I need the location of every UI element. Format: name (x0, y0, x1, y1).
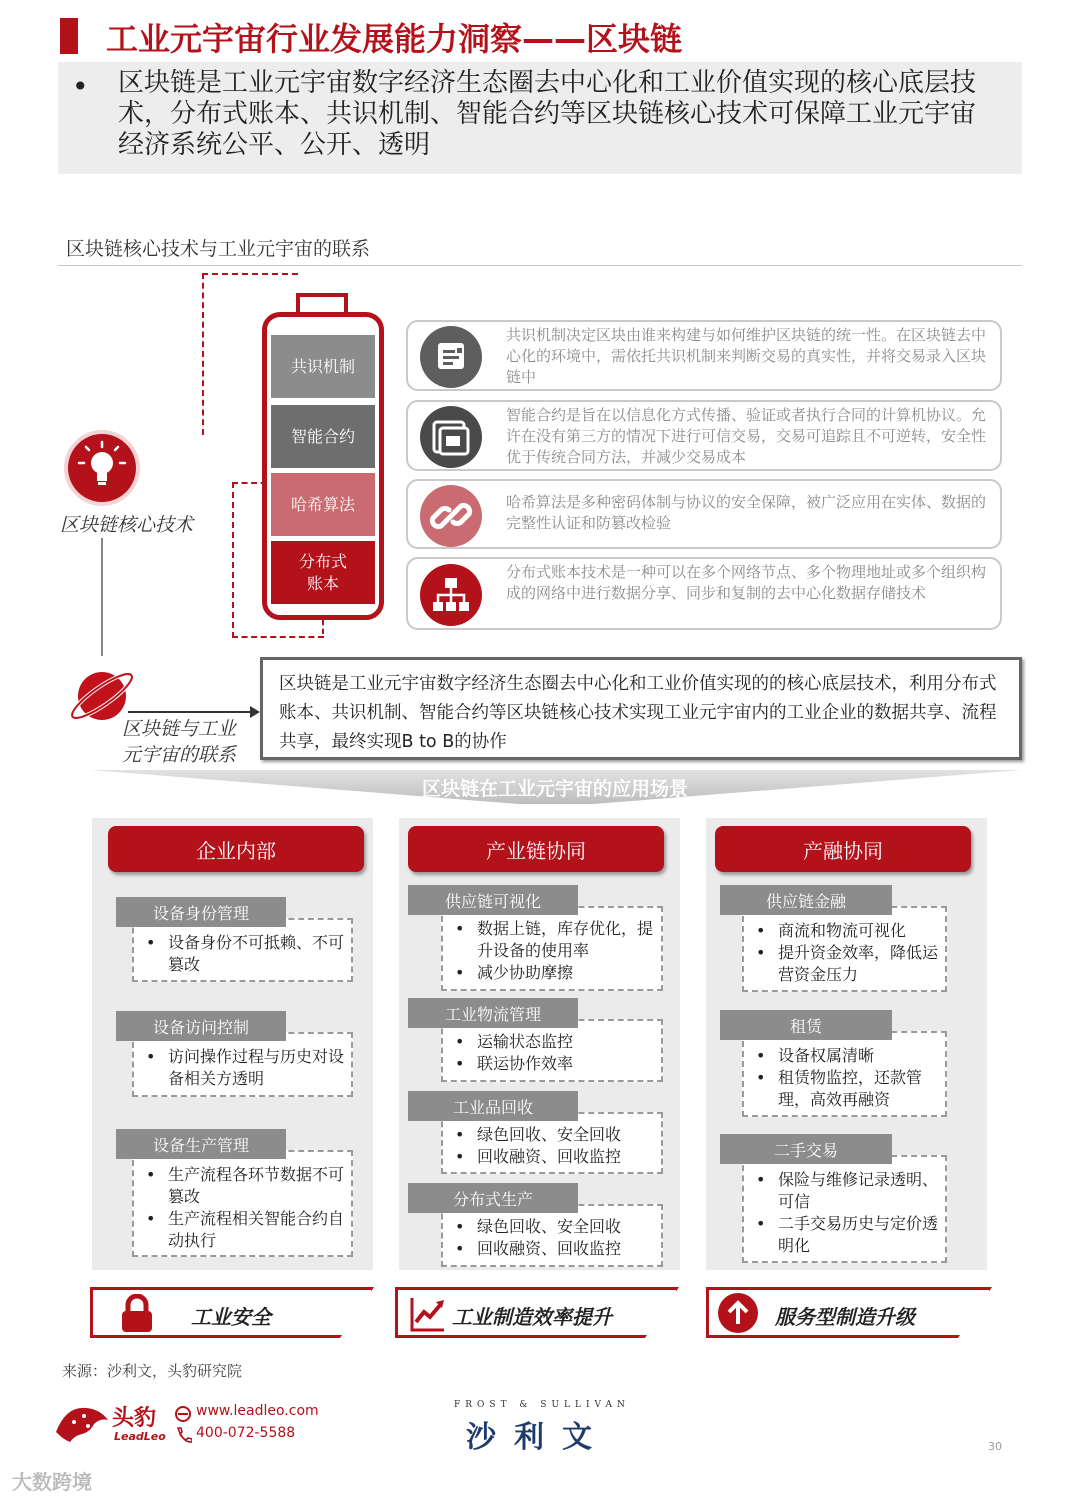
logo-brand-cn: 头豹 (112, 1406, 157, 1431)
phone-number: 400-072-5588 (196, 1425, 296, 1441)
group-box (441, 1019, 663, 1082)
relation-label-line2: 元宇宙的联系 (122, 744, 237, 766)
list-item: • 减少协助摩擦 (477, 962, 661, 984)
list-item: • 租赁物监控，还款管理，高效再融资 (778, 1067, 945, 1111)
group-box (132, 1032, 353, 1097)
list-item: • 提升资金效率，降低运营资金压力 (778, 942, 945, 986)
list-item: • 回收融资、回收监控 (477, 1238, 661, 1260)
column-industry-chain-title: 产业链协同 (408, 826, 664, 872)
leopard-logo-icon (54, 1402, 110, 1448)
summary-box (58, 62, 1022, 174)
group-label-leasing: 租赁 (720, 1010, 892, 1040)
footer-tag-label: 工业制造效率提升 (452, 1305, 612, 1329)
lock-icon (119, 1294, 155, 1338)
group-label-industrial-logistics: 工业物流管理 (408, 998, 578, 1028)
column-enterprise-title: 企业内部 (108, 826, 364, 872)
summary-bullet: • (72, 70, 89, 103)
tech-card-text: 哈希算法是多种密码体制与协议的安全保障，被广泛应用在实体、数据的完整性认证和防篡改检验 (506, 493, 987, 532)
footer-tag-label: 服务型制造升级 (775, 1305, 915, 1329)
section-subtitle: 区块链核心技术与工业元宇宙的联系 (66, 238, 371, 260)
list-item: • 访问操作过程与历史对设备相关方透明 (168, 1046, 351, 1090)
list-item: • 数据上链，库存优化，提升设备的使用率 (477, 918, 661, 962)
tech-card-text: 共识机制决定区块由谁来构建与如何维护区块链的统一性。在区块链去中心化的环境中，需依托共识机制来判断交易的真实性，并将交易录入区块链中 (506, 326, 987, 386)
tech-card-ledger (406, 557, 1002, 630)
section-divider (58, 265, 1022, 266)
group-label-device-access: 设备访问控制 (116, 1011, 286, 1041)
relation-label-line1: 区块链与工业 (122, 718, 237, 740)
scenario-banner-text: 区块链在工业元宇宙的应用场景 (421, 778, 688, 800)
list-item: • 商流和物流可视化 (778, 920, 945, 942)
page-number: 30 (988, 1440, 1002, 1453)
list-item: • 二手交易历史与定价透明化 (778, 1213, 945, 1257)
corner-fold (340, 1287, 374, 1338)
group-label-second-hand: 二手交易 (720, 1134, 892, 1164)
group-box (132, 918, 353, 982)
partner-logo-en: FROST & SULLIVAN (454, 1400, 630, 1410)
footer-tag-industrial-safety (90, 1287, 374, 1338)
title-accent-bar (60, 18, 78, 54)
trend-chart-icon (408, 1294, 448, 1338)
battery-cap (296, 293, 348, 313)
list-item: • 绿色回收、安全回收 (477, 1124, 661, 1146)
list-item: • 生产流程各环节数据不可篡改 (168, 1164, 351, 1208)
list-item: • 生产流程相关智能合约自动执行 (168, 1208, 351, 1252)
source-note: 来源：沙利文，头豹研究院 (62, 1362, 243, 1380)
list-item: • 保险与维修记录透明、可信 (778, 1169, 945, 1213)
chain-link-icon (420, 485, 482, 547)
battery-cell-smart-contract: 智能合约 (271, 405, 375, 468)
lightbulb-icon (68, 434, 136, 502)
group-label-industrial-recycle: 工业品回收 (408, 1091, 578, 1121)
list-item: • 设备权属清晰 (778, 1045, 945, 1067)
battery-cell-hash: 哈希算法 (271, 473, 375, 536)
group-label-device-production: 设备生产管理 (116, 1129, 286, 1159)
group-box (742, 1155, 947, 1263)
column-finance-title: 产融协同 (715, 826, 971, 872)
group-label-supply-chain-finance: 供应链金融 (720, 885, 892, 915)
group-label-distributed-production: 分布式生产 (408, 1183, 578, 1213)
dashed-connector-bottom-right (322, 620, 324, 634)
group-box (132, 1150, 353, 1257)
tech-card-consensus (406, 320, 1002, 391)
partner-logo-cn: 沙利文 (466, 1420, 610, 1455)
battery-cell-ledger (271, 541, 375, 604)
summary-text: 区块链是工业元宇宙数字经济生态圈去中心化和工业价值实现的核心底层技术，分布式账本、共识机制、智能合约等区块链核心技术可保障工业元宇宙经济系统公平、公开、透明 (118, 68, 977, 160)
logo-brand-en: LeadLeo (114, 1430, 166, 1443)
group-box (742, 906, 947, 992)
group-box (742, 1031, 947, 1117)
list-item: • 运输状态监控 (477, 1031, 661, 1053)
group-box (441, 906, 663, 991)
arrow-up-icon (717, 1292, 759, 1338)
footer-tag-efficiency (395, 1287, 679, 1338)
vertical-connector (101, 538, 103, 656)
website-link[interactable]: www.leadleo.com (196, 1403, 319, 1419)
phone-icon (174, 1426, 192, 1448)
relation-text: 区块链是工业元宇宙数字经济生态圈去中心化和工业价值实现的的核心底层技术，利用分布式账本、共识机制、智能合约等区块链核心技术实现工业元宇宙内的工业企业的数据共享、流程共享，最终实现B to B的协作 (279, 674, 997, 752)
list-item: • 回收融资、回收监控 (477, 1146, 661, 1168)
network-icon (420, 564, 482, 626)
footer-tag-service-upgrade (706, 1287, 992, 1338)
tech-card-text: 智能合约是旨在以信息化方式传播、验证或者执行合同的计算机协议。允许在没有第三方的情况下进行可信交易，交易可追踪且不可逆转，安全性优于传统合同方法，并减少交易成本 (506, 406, 987, 466)
list-item: • 联运协作效率 (477, 1053, 661, 1075)
tech-card-text: 分布式账本技术是一种可以在多个网络节点、多个物理地址或多个组织构成的网络中进行数据分享、同步和复制的去中心化数据存储技术 (506, 563, 987, 602)
watermark: 大数跨境 (12, 1470, 92, 1494)
web-icon (174, 1405, 192, 1427)
document-icon (420, 326, 482, 388)
core-tech-label: 区块链核心技术 (60, 514, 194, 536)
group-box (441, 1112, 663, 1174)
group-label-supply-chain-visual: 供应链可视化 (408, 885, 578, 915)
page-title: 工业元宇宙行业发展能力洞察——区块链 (106, 20, 683, 58)
group-box (441, 1204, 663, 1267)
tech-card-hash (406, 479, 1002, 549)
tech-card-smart-contract (406, 400, 1002, 471)
battery-cell-consensus: 共识机制 (271, 335, 375, 398)
corner-fold (645, 1287, 679, 1338)
contract-icon (420, 406, 482, 468)
group-label-device-identity: 设备身份管理 (116, 897, 286, 927)
relation-box (260, 657, 1022, 760)
battery-cell-ledger-label: 分布式账本 (298, 551, 347, 593)
list-item: • 绿色回收、安全回收 (477, 1216, 661, 1238)
corner-fold (958, 1287, 992, 1338)
list-item: • 设备身份不可抵赖、不可篡改 (168, 932, 351, 976)
footer-tag-label: 工业安全 (191, 1305, 271, 1329)
